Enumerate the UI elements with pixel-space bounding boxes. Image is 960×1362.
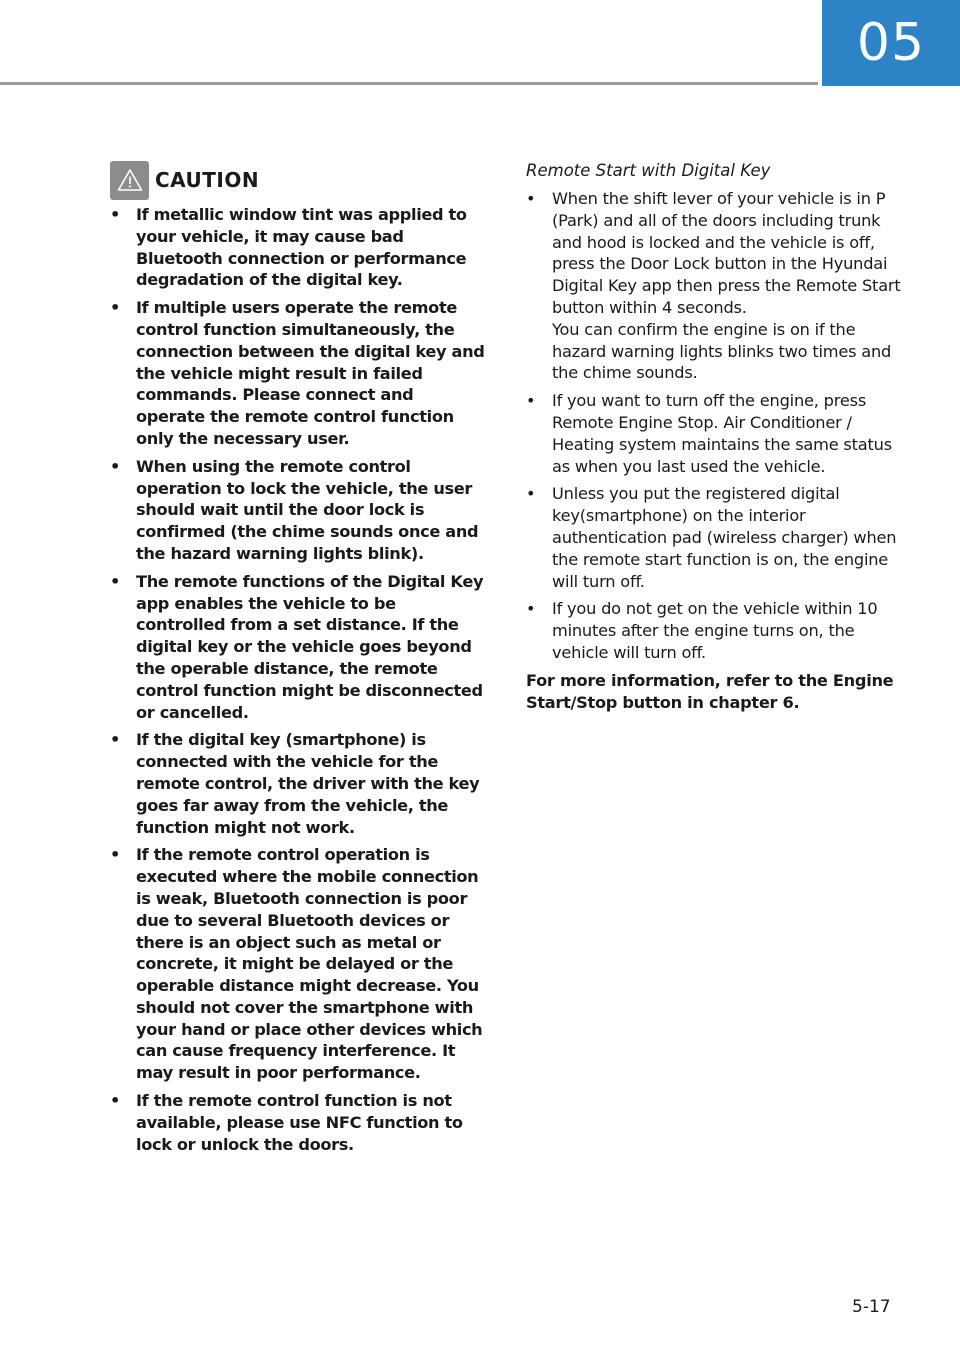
remote-start-list xyxy=(526,188,906,664)
list-item-text: If the remote control operation is executed where the mobile connection is weak, Bluetooth connection is poor due to several Bluetooth devices or there is an object such as metal or concrete, it might be delayed or the operable distance might decrease. You should not cover the smartphone with your hand or place other devices which can cause frequency interference. It may result in poor performance. xyxy=(136,845,483,1083)
warning-triangle-icon xyxy=(110,161,149,200)
caution-header xyxy=(110,160,485,200)
list-item-text: If you want to turn off the engine, press Remote Engine Stop. Air Conditioner / Heating system maintains the same status as when you last used the vehicle. xyxy=(552,391,892,476)
list-item xyxy=(110,204,485,291)
list-item xyxy=(110,1090,485,1155)
list-item-extra-text: You can confirm the engine is on if the hazard warning lights blinks two times and the chime sounds. xyxy=(552,319,892,383)
list-item xyxy=(526,483,906,592)
remote-start-section xyxy=(526,160,906,713)
list-item xyxy=(110,571,485,724)
list-item xyxy=(526,188,906,384)
list-item-text: If multiple users operate the remote control function simultaneously, the connection between the digital key and the vehicle might result in failed commands. Please connect and operate the remote control function only the necessary user. xyxy=(136,298,485,448)
bullet: • xyxy=(110,1091,120,1111)
bullet: • xyxy=(526,484,536,504)
bullet: • xyxy=(110,456,120,476)
list-item xyxy=(110,297,485,450)
list-item xyxy=(110,456,485,565)
bullet: • xyxy=(110,571,120,591)
list-item-text: If you do not get on the vehicle within 10 minutes after the engine turns on, the vehicle will turn off. xyxy=(552,599,878,662)
list-item-text: The remote functions of the Digital Key app enables the vehicle to be controlled from a set distance. If the digital key or the vehicle goes beyond the operable distance, the remote control function might be disconnected or cancelled. xyxy=(136,571,484,722)
header-rule xyxy=(0,82,818,85)
caution-list xyxy=(110,204,485,1155)
bullet: • xyxy=(526,599,536,619)
caution-section xyxy=(110,160,485,1161)
chapter-tab xyxy=(822,0,960,86)
bullet: • xyxy=(526,189,536,208)
section-heading: Remote Start with Digital Key xyxy=(526,161,771,180)
reference-note: For more information, refer to the Engine Start/Stop button in chapter 6. xyxy=(526,670,894,712)
list-item xyxy=(526,598,906,663)
bullet: • xyxy=(526,391,536,411)
list-item xyxy=(110,844,485,1084)
page-number: 5-17 xyxy=(852,1297,891,1317)
list-item xyxy=(110,729,485,838)
bullet: • xyxy=(110,298,120,318)
list-item-text: If the remote control function is not available, please use NFC function to lock or unlock the doors. xyxy=(136,1091,463,1154)
list-item-text: When the shift lever of your vehicle is in P (Park) and all of the doors including trunk and hood is locked and the vehicle is off, press the Door Lock button in the Hyundai Digital Key app then press the Remote Start button within 4 seconds. xyxy=(552,189,901,317)
list-item-text: If metallic window tint was applied to your vehicle, it may cause bad Bluetooth connection or performance degradation of the digital key. xyxy=(136,205,467,290)
caution-title: CAUTION xyxy=(155,168,260,192)
bullet: • xyxy=(110,845,120,865)
bullet: • xyxy=(110,730,120,750)
list-item-text: Unless you put the registered digital key(smartphone) on the interior authentication pad (wireless charger) when the remote start function is on, the engine will turn off. xyxy=(552,484,897,591)
list-item-text: If the digital key (smartphone) is connected with the vehicle for the remote control, the driver with the key goes far away from the vehicle, the function might not work. xyxy=(136,730,480,837)
chapter-number: 05 xyxy=(856,13,926,73)
list-item-text: When using the remote control operation to lock the vehicle, the user should wait until the door lock is confirmed (the chime sounds once and the hazard warning lights blink). xyxy=(136,456,479,563)
bullet: • xyxy=(110,205,120,224)
list-item xyxy=(526,390,906,477)
